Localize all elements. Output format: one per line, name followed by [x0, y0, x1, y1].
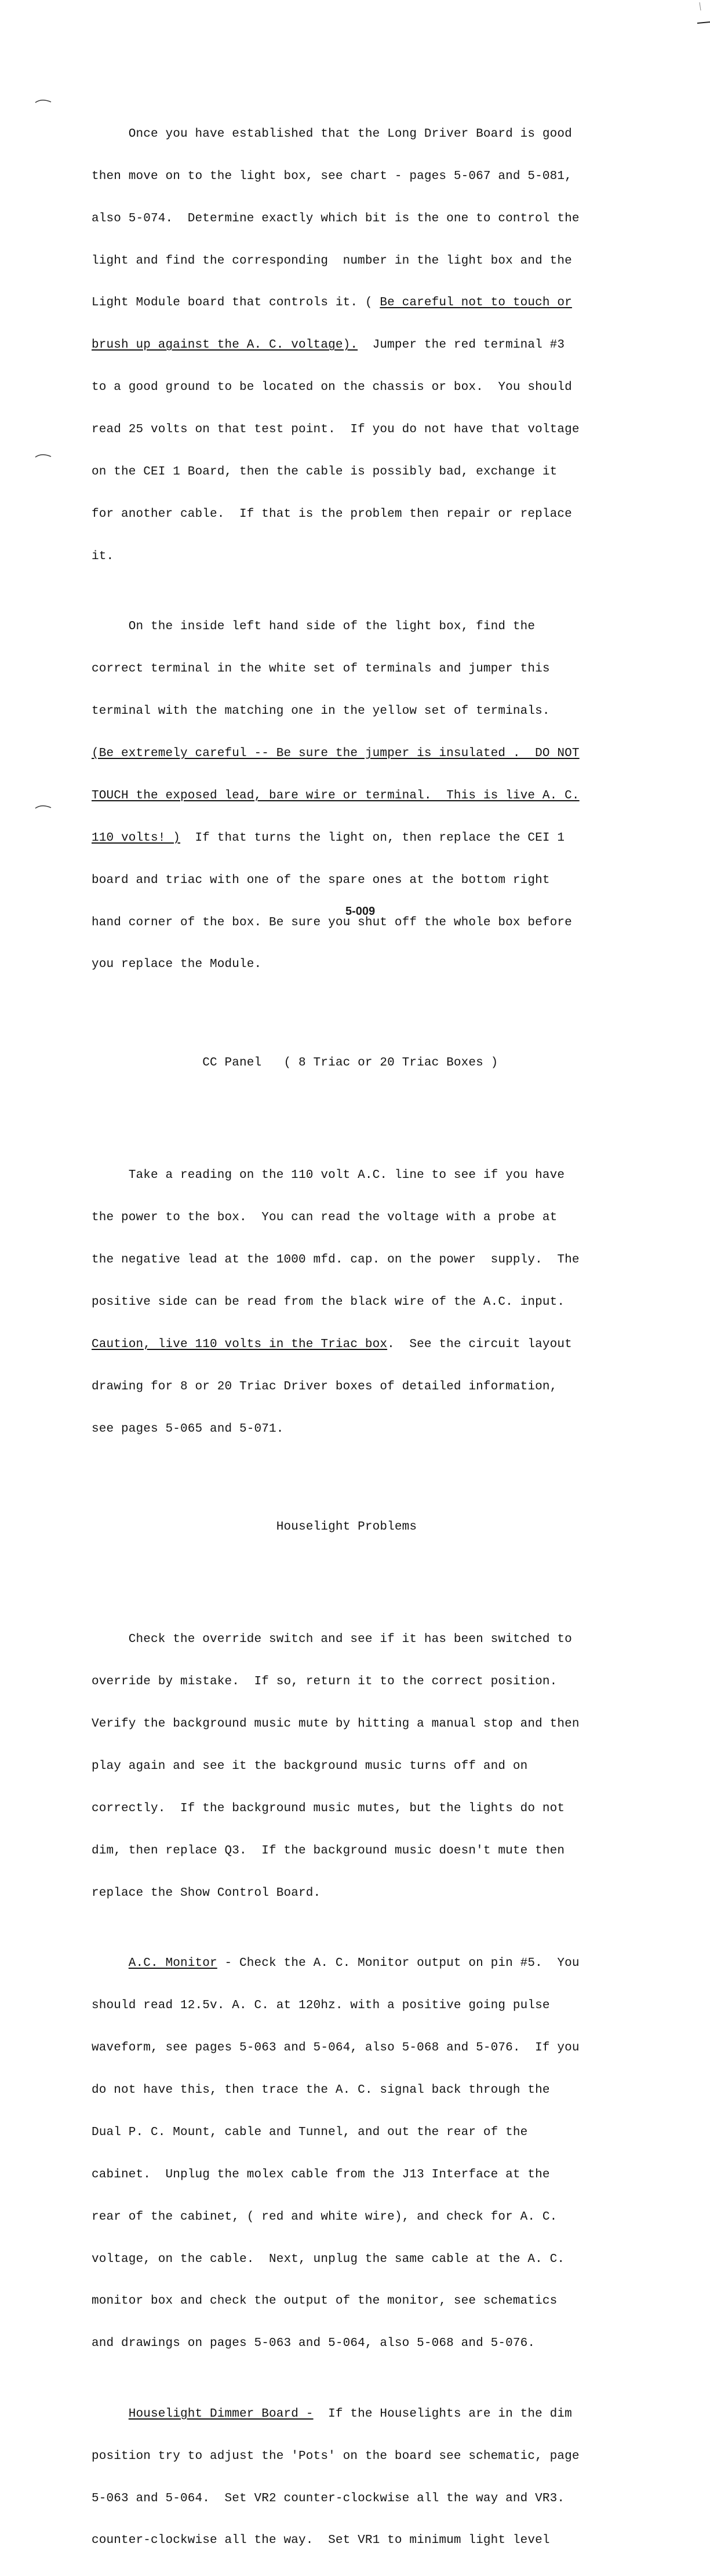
text-line	[92, 789, 671, 803]
text-line	[92, 747, 671, 761]
scan-corner-mark	[687, 0, 710, 35]
text-line: replace the Show Control Board.	[92, 1886, 321, 1900]
text-line: voltage, on the cable. Next, unplug the same cable at the A. C.	[92, 2252, 565, 2266]
text-line: light and find the corresponding number in the light box and the	[92, 254, 572, 268]
text-line: correct terminal in the white set of terminals and jumper this	[92, 662, 550, 676]
text-line	[92, 1957, 671, 1971]
subheading-houselight-dimmer: Houselight Dimmer Board -	[128, 2407, 314, 2421]
spacer	[92, 1015, 671, 1028]
caution-underlined: 110 volts! )	[92, 831, 181, 845]
text-line	[92, 2407, 671, 2421]
text-line: see pages 5-065 and 5-071.	[92, 1422, 284, 1436]
subheading-ac-monitor: A.C. Monitor	[128, 1957, 217, 1971]
text-segment: If the Houselights are in the dim	[313, 2407, 572, 2421]
text-line: position try to adjust the 'Pots' on the board see schematic, page	[92, 2449, 580, 2463]
caution-underlined: TOUCH the exposed lead, bare wire or terminal. This is live A. C.	[92, 789, 580, 802]
text-line: hand corner of the box. Be sure you shut off the whole box before	[92, 915, 572, 929]
text-line: read 25 volts on that test point. If you do not have that voltage	[92, 423, 580, 437]
text-line: monitor box and check the output of the monitor, see schematics	[92, 2294, 558, 2308]
text-line: the power to the box. You can read the voltage with a probe at	[92, 1211, 558, 1225]
text-line: positive side can be read from the black wire of the A.C. input.	[92, 1295, 565, 1309]
text-segment: Jumper the red terminal #3	[358, 338, 565, 352]
text-line: Verify the background music mute by hitting a manual stop and then	[92, 1717, 580, 1731]
body-text	[92, 85, 671, 2576]
caution-underlined: Be careful not to touch or	[380, 296, 572, 310]
text-line: waveform, see pages 5-063 and 5-064, also 5-068 and 5-076. If you	[92, 2041, 580, 2055]
text-line: override by mistake. If so, return it to the correct position.	[92, 1675, 558, 1689]
spacer	[92, 1563, 671, 1577]
text-line: should read 12.5v. A. C. at 120hz. with a positive going pulse	[92, 1999, 550, 2013]
text-line: cabinet. Unplug the molex cable from the J13 Interface at the	[92, 2168, 550, 2181]
binder-hole-mark-middle	[35, 452, 52, 459]
section-heading-cc-panel: CC Panel ( 8 Triac or 20 Triac Boxes )	[92, 1056, 498, 1070]
text-line: do not have this, then trace the A. C. signal back through the	[92, 2083, 550, 2097]
text-line: it.	[92, 549, 114, 563]
text-line: play again and see it the background music turns off and on	[92, 1760, 528, 1774]
text-line: counter-clockwise all the way. Set VR1 to minimum light level	[92, 2534, 550, 2548]
caution-underlined: brush up against the A. C. voltage).	[92, 338, 358, 352]
text-line: Check the override switch and see if it has been switched to	[92, 1633, 572, 1647]
text-line: also 5-074. Determine exactly which bit is the one to control the	[92, 211, 580, 225]
text-line	[92, 296, 671, 310]
text-line: 5-063 and 5-064. Set VR2 counter-clockwise all the way and VR3.	[92, 2491, 565, 2505]
spacer	[92, 1099, 671, 1112]
text-line: to a good ground to be located on the chassis or box. You should	[92, 381, 572, 395]
text-line: the negative lead at the 1000 mfd. cap. on the power supply. The	[92, 1253, 580, 1267]
binder-hole-mark-bottom	[35, 803, 52, 810]
text-line: terminal with the matching one in the yellow set of terminals.	[92, 705, 550, 718]
text-line: you replace the Module.	[92, 958, 262, 972]
text-line	[92, 831, 671, 845]
caution-underlined: (Be extremely careful -- Be sure the jumper is insulated . DO NOT	[92, 746, 580, 760]
caution-underlined: Caution, live 110 volts in the Triac box	[92, 1337, 388, 1351]
text-segment: If that turns the light on, then replace the CEI 1	[180, 831, 565, 845]
text-line: On the inside left hand side of the light box, find the	[92, 620, 536, 634]
text-segment: Light Module board that controls it. (	[92, 296, 380, 310]
text-segment: - Check the A. C. Monitor output on pin #5. You	[217, 1957, 580, 1971]
text-segment	[92, 1957, 129, 1970]
text-line: rear of the cabinet, ( red and white wire), and check for A. C.	[92, 2210, 558, 2224]
text-line: and drawings on pages 5-063 and 5-064, also 5-068 and 5-076.	[92, 2337, 536, 2351]
text-line: dim, then replace Q3. If the background music doesn't mute then	[92, 1844, 565, 1858]
text-line	[92, 338, 671, 352]
text-line: Dual P. C. Mount, cable and Tunnel, and out the rear of the	[92, 2125, 528, 2139]
spacer	[92, 1479, 671, 1493]
text-line: correctly. If the background music mutes, but the lights do not	[92, 1802, 565, 1816]
text-line: for another cable. If that is the problem then repair or replace	[92, 507, 572, 521]
text-line: drawing for 8 or 20 Triac Driver boxes of detailed information,	[92, 1380, 558, 1393]
section-heading-houselight: Houselight Problems	[92, 1520, 417, 1534]
text-segment: . See the circuit layout	[387, 1337, 572, 1351]
text-line	[92, 1338, 671, 1352]
text-line: Once you have established that the Long Driver Board is good	[92, 127, 572, 141]
text-line: Take a reading on the 110 volt A.C. line to see if you have	[92, 1169, 565, 1183]
text-line: board and triac with one of the spare ones at the bottom right	[92, 873, 550, 887]
page-number: 5-009	[345, 905, 376, 918]
text-segment	[92, 2407, 129, 2421]
text-line: then move on to the light box, see chart - pages 5-067 and 5-081,	[92, 169, 572, 183]
text-line: on the CEI 1 Board, then the cable is possibly bad, exchange it	[92, 465, 558, 479]
binder-hole-mark-top	[35, 97, 52, 104]
